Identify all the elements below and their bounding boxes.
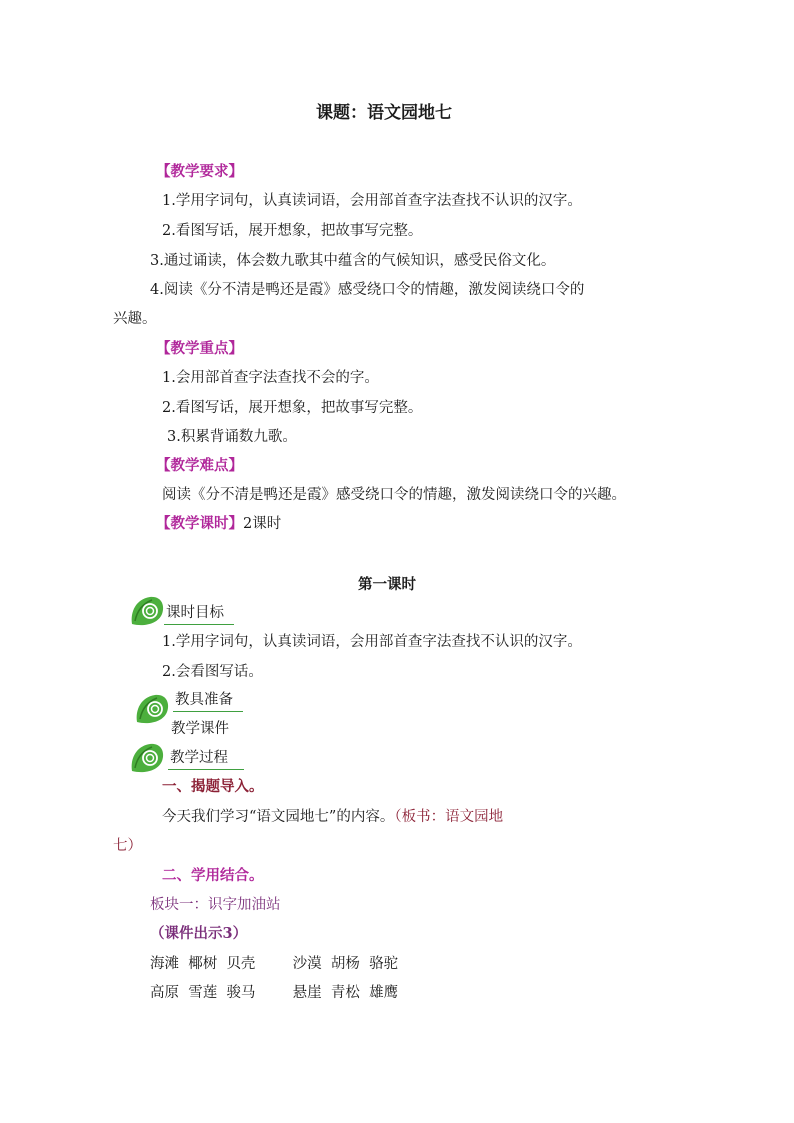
goal-item-1: 1.学用字词句，认真读词语，会用部首查字法查找不认识的汉字。 [162, 634, 582, 650]
requirement-item-2: 2.看图写话，展开想象，把故事写完整。 [162, 223, 423, 239]
step1-text [162, 807, 503, 827]
key-point-item-2: 2.看图写话，展开想象，把故事写完整。 [162, 400, 423, 416]
step2-block-title: 板块一：识字加油站 [150, 897, 281, 913]
goal-item-2: 2.会看图写话。 [162, 664, 263, 680]
word: 沙漠 [292, 956, 322, 972]
page-title: 课题：语文园地七 [316, 103, 452, 123]
word: 胡杨 [330, 956, 360, 972]
hours-line [156, 514, 281, 534]
word: 椰树 [188, 956, 218, 972]
requirement-item-1: 1.学用字词句，认真读词语，会用部首查字法查找不认识的汉字。 [162, 193, 582, 209]
word: 青松 [330, 985, 360, 1001]
hours-heading: 【教学课时】 [156, 515, 243, 532]
hours-value: 2课时 [243, 516, 282, 532]
tools-text: 教学课件 [171, 721, 229, 737]
leaf-icon [128, 741, 166, 775]
step1-board-note: （板书：语文园地 [394, 809, 504, 825]
leaf-icon [133, 692, 171, 726]
step1-text-main: 今天我们学习“语文园地七”的内容。 [162, 809, 395, 825]
key-point-item-3: 3.积累背诵数九歌。 [167, 429, 297, 445]
requirement-item-4-continued: 兴趣。 [113, 311, 157, 327]
step1-heading: 一、揭题导入。 [162, 778, 264, 795]
word-row-1 [150, 954, 398, 974]
tools-heading-underline [173, 711, 243, 712]
step2-slide-note: （课件出示3） [150, 925, 248, 942]
requirements-heading: 【教学要求】 [156, 163, 243, 180]
key-point-item-1: 1.会用部首查字法查找不会的字。 [162, 370, 379, 386]
requirement-item-4: 4.阅读《分不清是鸭还是霞》感受绕口令的情趣，激发阅读绕口令的 [150, 282, 585, 298]
tools-heading: 教具准备 [175, 692, 233, 708]
goals-heading: 课时目标 [166, 605, 224, 621]
word: 骆驼 [369, 956, 399, 972]
word: 悬崖 [292, 985, 322, 1001]
word: 雪莲 [188, 985, 218, 1001]
leaf-icon [128, 594, 166, 628]
lesson1-title: 第一课时 [358, 576, 416, 593]
step1-board-note-continued: 七） [113, 838, 142, 854]
word: 贝壳 [226, 956, 256, 972]
process-heading: 教学过程 [170, 750, 228, 766]
word-row-2 [150, 983, 398, 1003]
word: 海滩 [150, 956, 179, 972]
word: 雄鹰 [369, 985, 399, 1001]
word: 高原 [150, 985, 179, 1001]
difficulties-text: 阅读《分不清是鸭还是霞》感受绕口令的情趣，激发阅读绕口令的兴趣。 [162, 487, 626, 503]
difficulties-heading: 【教学难点】 [156, 457, 243, 474]
goals-heading-underline [164, 624, 234, 625]
word: 骏马 [226, 985, 256, 1001]
process-heading-underline [168, 769, 244, 770]
key-points-heading: 【教学重点】 [156, 340, 243, 357]
step2-heading: 二、学用结合。 [162, 867, 264, 884]
requirement-item-3: 3.通过诵读，体会数九歌其中蕴含的气候知识，感受民俗文化。 [150, 253, 556, 269]
